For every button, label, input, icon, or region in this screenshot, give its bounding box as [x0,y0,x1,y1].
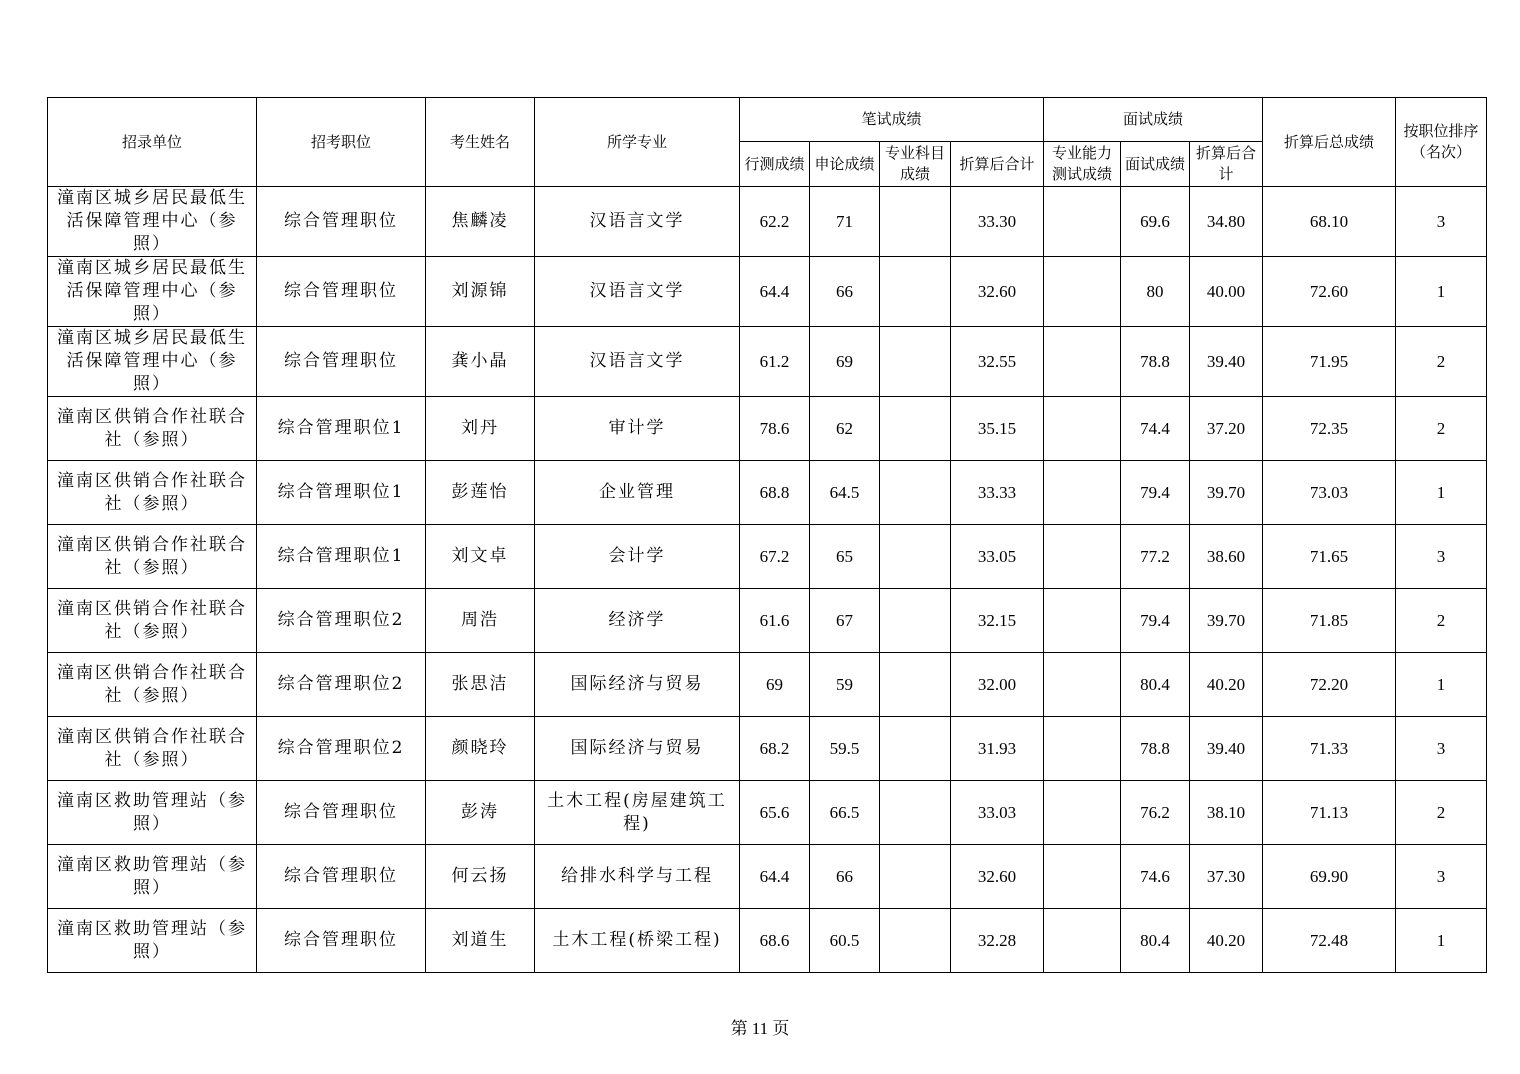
shenlun-cell: 64.5 [810,461,880,525]
table-row [48,653,1487,717]
rank-cell: 3 [1396,525,1487,589]
shenlun-cell: 60.5 [810,909,880,973]
shenlun-cell: 66 [810,257,880,327]
header-position: 招考职位 [257,98,426,187]
header-special-subject: 专业科目成绩 [880,142,951,187]
header-interview-total: 折算后合计 [1190,142,1263,187]
written-total-cell: 32.60 [951,845,1044,909]
interview-cell: 77.2 [1121,525,1190,589]
interview-cell: 79.4 [1121,461,1190,525]
written-total-cell: 32.15 [951,589,1044,653]
written-total-cell: 32.55 [951,327,1044,397]
written-total-cell: 32.28 [951,909,1044,973]
special-cell [880,781,951,845]
xingce-cell: 68.8 [740,461,810,525]
interview-cell: 80.4 [1121,909,1190,973]
name-cell: 彭涛 [426,781,535,845]
written-total-cell: 33.05 [951,525,1044,589]
major-cell: 国际经济与贸易 [535,653,740,717]
shenlun-cell: 59 [810,653,880,717]
major-cell: 给排水科学与工程 [535,845,740,909]
table-row [48,781,1487,845]
name-cell: 彭莲怡 [426,461,535,525]
table-row [48,525,1487,589]
major-cell: 审计学 [535,397,740,461]
shenlun-cell: 69 [810,327,880,397]
position-cell: 综合管理职位2 [257,717,426,781]
final-cell: 72.20 [1263,653,1396,717]
final-cell: 72.60 [1263,257,1396,327]
shenlun-cell: 62 [810,397,880,461]
position-cell: 综合管理职位 [257,187,426,257]
position-cell: 综合管理职位 [257,781,426,845]
unit-cell: 潼南区供销合作社联合社（参照） [48,653,257,717]
xingce-cell: 68.6 [740,909,810,973]
interview-total-cell: 39.40 [1190,327,1263,397]
major-cell: 会计学 [535,525,740,589]
name-cell: 刘道生 [426,909,535,973]
table-row [48,397,1487,461]
shenlun-cell: 71 [810,187,880,257]
name-cell: 刘文卓 [426,525,535,589]
table-row [48,327,1487,397]
shenlun-cell: 66.5 [810,781,880,845]
written-total-cell: 35.15 [951,397,1044,461]
major-cell: 土木工程(桥梁工程) [535,909,740,973]
header-interview: 面试成绩 [1121,142,1190,187]
shenlun-cell: 67 [810,589,880,653]
interview-total-cell: 40.00 [1190,257,1263,327]
written-total-cell: 33.30 [951,187,1044,257]
position-cell: 综合管理职位2 [257,589,426,653]
major-cell: 汉语言文学 [535,257,740,327]
position-cell: 综合管理职位 [257,909,426,973]
header-xingce: 行测成绩 [740,142,810,187]
special-cell [880,653,951,717]
major-cell: 土木工程(房屋建筑工程) [535,781,740,845]
rank-cell: 3 [1396,845,1487,909]
ability-cell [1044,397,1121,461]
special-cell [880,845,951,909]
ability-cell [1044,845,1121,909]
xingce-cell: 64.4 [740,845,810,909]
xingce-cell: 65.6 [740,781,810,845]
unit-cell: 潼南区城乡居民最低生活保障管理中心（参照） [48,257,257,327]
final-cell: 71.85 [1263,589,1396,653]
interview-cell: 74.4 [1121,397,1190,461]
xingce-cell: 78.6 [740,397,810,461]
table-row [48,845,1487,909]
major-cell: 汉语言文学 [535,187,740,257]
interview-total-cell: 37.30 [1190,845,1263,909]
rank-cell: 2 [1396,327,1487,397]
header-unit: 招录单位 [48,98,257,187]
final-cell: 71.13 [1263,781,1396,845]
rank-cell: 1 [1396,653,1487,717]
name-cell: 刘源锦 [426,257,535,327]
position-cell: 综合管理职位 [257,257,426,327]
table-row [48,257,1487,327]
header-final-total: 折算后总成绩 [1263,98,1396,187]
table-row [48,187,1487,257]
table-row [48,717,1487,781]
rank-cell: 1 [1396,257,1487,327]
unit-cell: 潼南区供销合作社联合社（参照） [48,461,257,525]
name-cell: 焦麟凌 [426,187,535,257]
interview-total-cell: 40.20 [1190,909,1263,973]
name-cell: 龚小晶 [426,327,535,397]
written-total-cell: 31.93 [951,717,1044,781]
final-cell: 71.95 [1263,327,1396,397]
name-cell: 刘丹 [426,397,535,461]
interview-total-cell: 38.10 [1190,781,1263,845]
rank-cell: 2 [1396,397,1487,461]
interview-cell: 78.8 [1121,717,1190,781]
written-total-cell: 32.00 [951,653,1044,717]
ability-cell [1044,461,1121,525]
name-cell: 张思洁 [426,653,535,717]
header-rank: 按职位排序（名次） [1396,98,1487,187]
xingce-cell: 61.6 [740,589,810,653]
name-cell: 颜晓玲 [426,717,535,781]
unit-cell: 潼南区供销合作社联合社（参照） [48,717,257,781]
unit-cell: 潼南区救助管理站（参照） [48,781,257,845]
interview-total-cell: 39.70 [1190,589,1263,653]
unit-cell: 潼南区城乡居民最低生活保障管理中心（参照） [48,187,257,257]
final-cell: 69.90 [1263,845,1396,909]
position-cell: 综合管理职位 [257,327,426,397]
header-written-total: 折算后合计 [951,142,1044,187]
special-cell [880,397,951,461]
interview-total-cell: 38.60 [1190,525,1263,589]
xingce-cell: 61.2 [740,327,810,397]
ability-cell [1044,525,1121,589]
header-ability-test: 专业能力测试成绩 [1044,142,1121,187]
unit-cell: 潼南区城乡居民最低生活保障管理中心（参照） [48,327,257,397]
special-cell [880,717,951,781]
special-cell [880,327,951,397]
ability-cell [1044,187,1121,257]
name-cell: 周浩 [426,589,535,653]
ability-cell [1044,327,1121,397]
position-cell: 综合管理职位 [257,845,426,909]
ability-cell [1044,717,1121,781]
interview-cell: 79.4 [1121,589,1190,653]
interview-total-cell: 39.70 [1190,461,1263,525]
special-cell [880,525,951,589]
unit-cell: 潼南区供销合作社联合社（参照） [48,589,257,653]
major-cell: 企业管理 [535,461,740,525]
unit-cell: 潼南区救助管理站（参照） [48,909,257,973]
written-total-cell: 33.33 [951,461,1044,525]
unit-cell: 潼南区供销合作社联合社（参照） [48,525,257,589]
rank-cell: 1 [1396,461,1487,525]
interview-cell: 80 [1121,257,1190,327]
score-table [47,97,1487,973]
position-cell: 综合管理职位1 [257,525,426,589]
interview-total-cell: 34.80 [1190,187,1263,257]
rank-cell: 3 [1396,717,1487,781]
shenlun-cell: 66 [810,845,880,909]
ability-cell [1044,257,1121,327]
position-cell: 综合管理职位1 [257,397,426,461]
final-cell: 68.10 [1263,187,1396,257]
ability-cell [1044,653,1121,717]
written-total-cell: 33.03 [951,781,1044,845]
interview-total-cell: 40.20 [1190,653,1263,717]
header-name: 考生姓名 [426,98,535,187]
final-cell: 72.48 [1263,909,1396,973]
header-shenlun: 申论成绩 [810,142,880,187]
unit-cell: 潼南区供销合作社联合社（参照） [48,397,257,461]
rank-cell: 2 [1396,589,1487,653]
table-row [48,909,1487,973]
xingce-cell: 62.2 [740,187,810,257]
unit-cell: 潼南区救助管理站（参照） [48,845,257,909]
name-cell: 何云扬 [426,845,535,909]
shenlun-cell: 59.5 [810,717,880,781]
header-written-group: 笔试成绩 [740,98,1044,142]
final-cell: 71.65 [1263,525,1396,589]
table-row [48,589,1487,653]
header-major: 所学专业 [535,98,740,187]
final-cell: 72.35 [1263,397,1396,461]
special-cell [880,461,951,525]
header-row-1 [48,98,1487,142]
position-cell: 综合管理职位1 [257,461,426,525]
interview-total-cell: 37.20 [1190,397,1263,461]
interview-cell: 76.2 [1121,781,1190,845]
major-cell: 国际经济与贸易 [535,717,740,781]
interview-cell: 69.6 [1121,187,1190,257]
xingce-cell: 68.2 [740,717,810,781]
rank-cell: 3 [1396,187,1487,257]
major-cell: 经济学 [535,589,740,653]
final-cell: 71.33 [1263,717,1396,781]
rank-cell: 1 [1396,909,1487,973]
special-cell [880,589,951,653]
header-interview-group: 面试成绩 [1044,98,1263,142]
special-cell [880,187,951,257]
ability-cell [1044,589,1121,653]
xingce-cell: 64.4 [740,257,810,327]
ability-cell [1044,909,1121,973]
position-cell: 综合管理职位2 [257,653,426,717]
interview-total-cell: 39.40 [1190,717,1263,781]
table-row [48,461,1487,525]
final-cell: 73.03 [1263,461,1396,525]
ability-cell [1044,781,1121,845]
shenlun-cell: 65 [810,525,880,589]
special-cell [880,909,951,973]
page-number: 第 11 页 [730,1019,790,1038]
interview-cell: 74.6 [1121,845,1190,909]
written-total-cell: 32.60 [951,257,1044,327]
interview-cell: 80.4 [1121,653,1190,717]
major-cell: 汉语言文学 [535,327,740,397]
xingce-cell: 67.2 [740,525,810,589]
interview-cell: 78.8 [1121,327,1190,397]
rank-cell: 2 [1396,781,1487,845]
xingce-cell: 69 [740,653,810,717]
special-cell [880,257,951,327]
